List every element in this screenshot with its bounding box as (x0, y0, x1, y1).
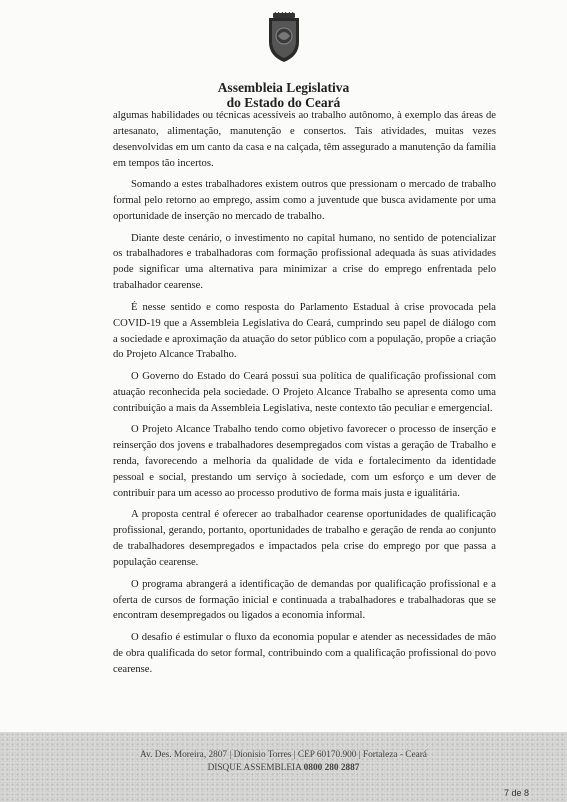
header-title-line2: do Estado do Ceará (226, 95, 341, 110)
footer-phone (0, 763, 567, 773)
paragraph: A proposta central é oferecer ao trabalhador cearense oportunidades de qualificação profissional, gerando, portanto, oportunidades de trabalho e geração de renda ao conjunto de trabalhadores desempregados e impactados pela crise do emprego por que passa a população cearense. (113, 509, 496, 569)
footer-phone-number: 0800 280 2887 (303, 763, 360, 773)
coat-of-arms-icon (265, 12, 303, 64)
paragraph: É nesse sentido e como resposta do Parlamento Estadual à crise provocada pela COVID-19 que a Assembleia Legislativa do Ceará, cumprindo seu papel de diálogo com a sociedade e aproximação da atuação do setor público com a população, propõe a criação do Projeto Alcance Trabalho. (113, 301, 496, 361)
paragraph: Diante deste cenário, o investimento no capital humano, no sentido de potencializar os trabalhadores e trabalhadoras com formação profissional adequada às suas atividades pode significar uma alternativa para minimizar a crise do emprego enfrentada pelo trabalhador cearense. (113, 232, 496, 292)
footer-phone-label: DISQUE ASSEMBLEIA (207, 763, 302, 773)
page-number: 7 de 8 (503, 788, 529, 798)
paragraph: O Governo do Estado do Ceará possui sua política de qualificação profissional com atuação reconhecida pela sociedade. O Projeto Alcance Trabalho se apresenta como uma contribuição a mais da Assembleia Legislativa, neste contexto tão peculiar e emergencial. (113, 370, 496, 414)
paragraph: O Projeto Alcance Trabalho tendo como objetivo favorecer o processo de inserção e reinserção dos jovens e trabalhadores desempregados com vistas a geração de Trabalho e renda, favorecendo a melhoria da qualidade de vida e fortalecimento da identidade pessoal e social, prestando um serviço à sociedade, com um esforço e um dever de contribuir para um acesso ao processo produtivo de forma mais justa e igualitária. (113, 424, 496, 499)
footer-address: Av. Des. Moreira, 2807 | Dionísio Torres | CEP 60170.900 | Fortaleza - Ceará (140, 750, 427, 760)
paragraph: O desafio é estimular o fluxo da economia popular e atender as necessidades de mão de obra qualificada do setor formal, contribuindo com a qualificação profissional do povo cearense. (113, 631, 496, 675)
paragraph: Somando a estes trabalhadores existem outros que pressionam o mercado de trabalho formal pelo retorno ao emprego, assim como a juventude que busca avidamente por uma oportunidade de inserção no mercado de trabalho. (113, 179, 496, 223)
paragraph: algumas habilidades ou técnicas acessíveis ao trabalho autônomo, à exemplo das áreas de artesanato, alimentação, manutenção e consertos. Tais atividades, muitas vezes desenvolvidas em um canto da casa e na calçada, têm assegurado a manutenção da família em tempos tão incertos. (113, 110, 496, 169)
paragraph: O programa abrangerá a identificação de demandas por qualificação profissional e a oferta de cursos de formação inicial e continuada a trabalhadores e trabalhadoras que se encontram desempregados ou ligados a economia informal. (113, 578, 496, 622)
header-title-line1: Assembleia Legislativa (217, 80, 350, 95)
document-body (113, 108, 496, 683)
